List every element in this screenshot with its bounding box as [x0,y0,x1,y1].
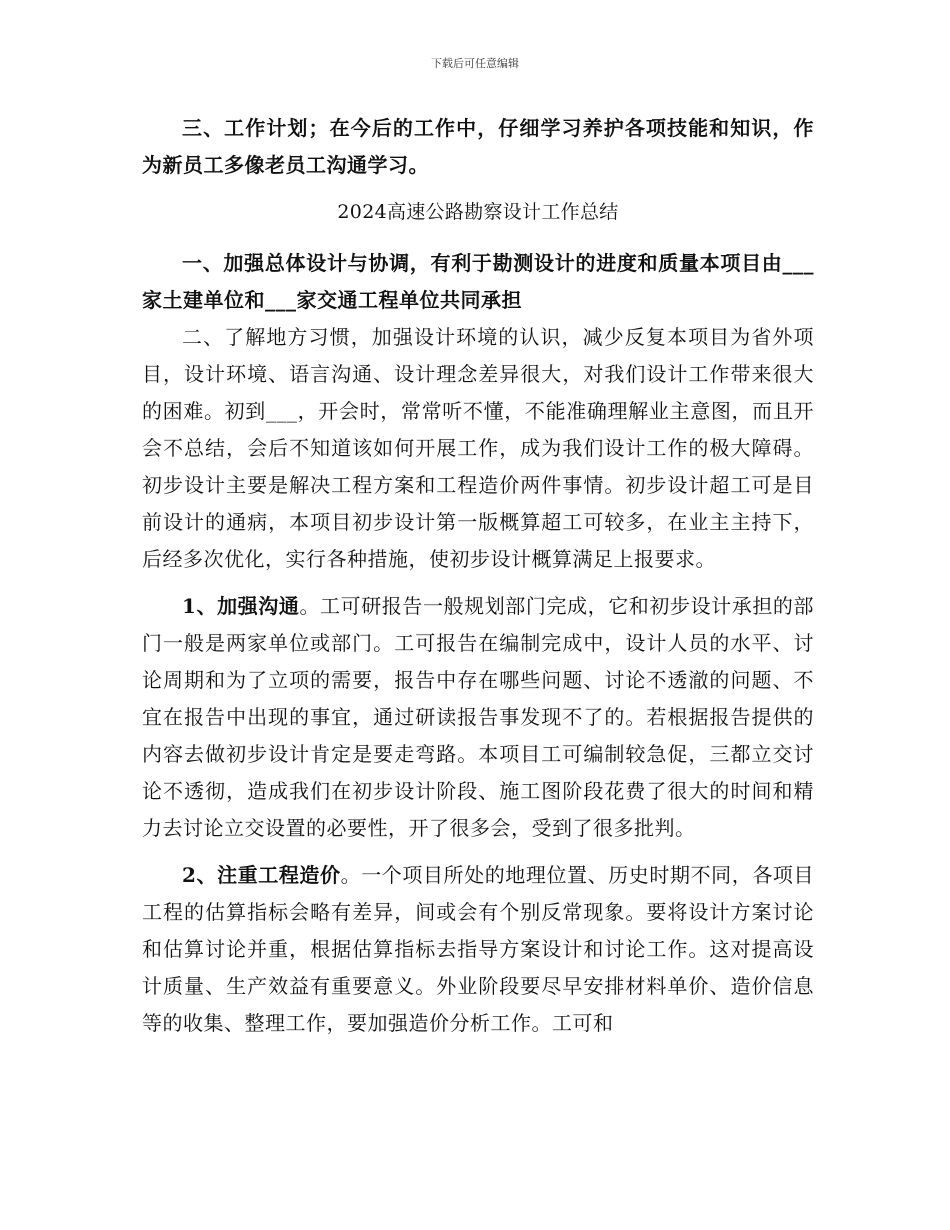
paragraph-section-2: 二、了解地方习惯，加强设计环境的认识，减少反复本项目为省外项目，设计环境、语言沟通、设计理念差异很大，对我们设计工作带来很大的困难。初到___，开会时，常常听不懂，不能准确理解业主意图，而且开会不总结，会后不知道该如何开展工作，成为我们设计工作的极大障碍。初步设计主要是解决工程方案和工程造价两件事情。初步设计超工可是目前设计的通病，本项目初步设计第一版概算超工可较多，在业主主持下，后经多次优化，实行各种措施，使初步设计概算满足上报要求。 [142,325,814,571]
document-title: 2024高速公路勘察设计工作总结 [337,201,619,223]
section-work-plan: 三、工作计划；在今后的工作中，仔细学习养护各项技能和知识，作为新员工多像老员工沟通学习。 [142,116,814,177]
paragraph-cost-lead: 2、注重工程造价 [182,863,341,887]
paragraph-communication-lead: 1、加强沟通 [182,594,300,618]
paragraph-communication [142,588,814,847]
document-body [142,110,814,1042]
paragraph-communication-text: 。工可研报告一般规划部门完成，它和初步设计承担的部门一般是两家单位或部门。工可报告在编制完成中，设计人员的水平、讨论周期和为了立项的需要，报告中存在哪些问题、讨论不透澈的问题、不宜在报告中出现的事宜，通过研读报告事发现不了的。若根据报告提供的内容去做初步设计肯定是要走弯路。本项目工可编制较急促，三都立交讨论不透彻，造成我们在初步设计阶段、施工图阶段花费了很大的时间和精力去讨论立交设置的必要性，开了很多会，受到了很多批判。 [142,594,814,840]
paragraph-cost-text: 。一个项目所处的地理位置、历史时期不同，各项目工程的估算指标会略有差异，间或会有个别反常现象。要将设计方案讨论和估算讨论并重，根据估算指标去指导方案设计和讨论工作。这对提高设计质量、生产效益有重要意义。外业阶段要尽早安排材料单价、造价信息等的收集、整理工作，要加强造价分析工作。工可和 [142,863,814,1035]
page-header: 下载后可任意编辑 [431,57,519,70]
heading-section-1: 一、加强总体设计与协调，有利于勘测设计的进度和质量本项目由___家土建单位和___家交通工程单位共同承担 [142,251,814,312]
paragraph-cost [142,857,814,1042]
